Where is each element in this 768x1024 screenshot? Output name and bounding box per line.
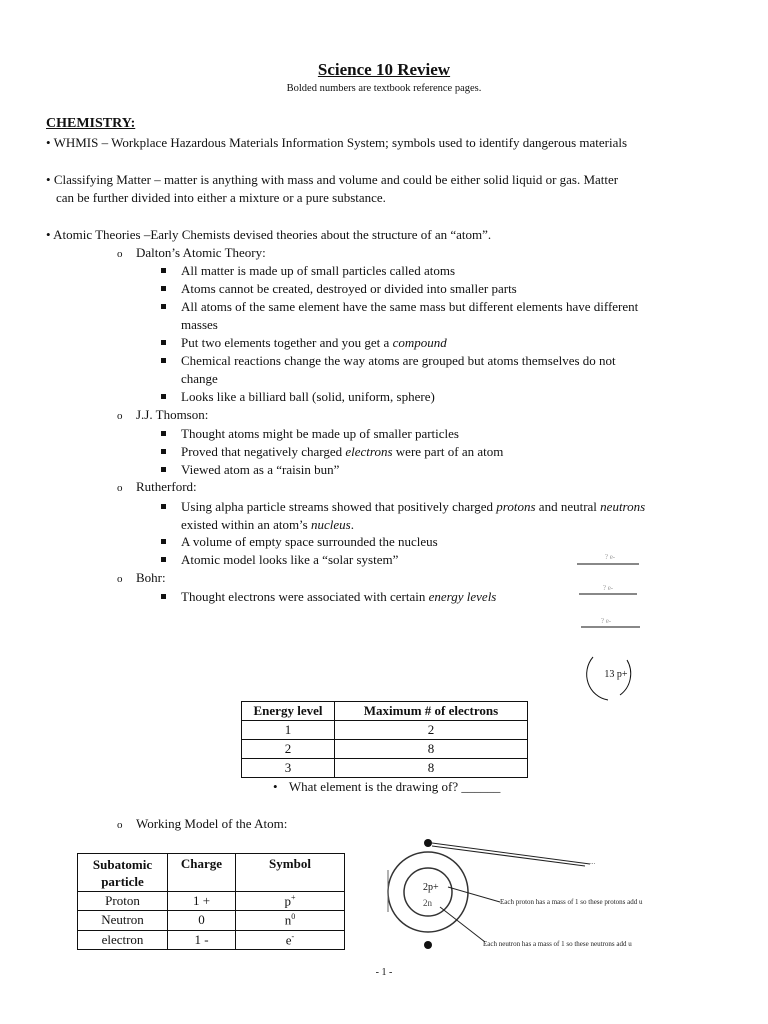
bullet-dot: • <box>273 779 278 794</box>
table-header-cell: Symbol <box>236 854 345 892</box>
term-energy-levels: energy levels <box>428 589 497 604</box>
subsection-rutherford <box>117 478 517 496</box>
term-neutrons: neutrons <box>600 499 646 514</box>
thomson-heading: J.J. Thomson: <box>136 407 209 422</box>
term-electrons: electrons <box>345 444 393 459</box>
pointer-line <box>432 843 590 864</box>
bullet-atomic-theories <box>46 226 491 244</box>
question-text: What element is the drawing of? ______ <box>288 779 501 794</box>
table-row <box>242 759 528 778</box>
bullet-classifying-line2: can be further divided into either a mixture or a pure substance. <box>56 190 386 205</box>
table-header-row <box>78 854 345 892</box>
bullet-whmis <box>46 134 627 152</box>
square-bullet <box>161 268 166 273</box>
bullet-classifying <box>46 171 618 189</box>
square-bullet <box>161 539 166 544</box>
table-cell: 1 - <box>168 930 236 949</box>
list-item-continuation: existed within an atom’s nucleus. <box>181 517 354 532</box>
table-cell: 8 <box>335 740 528 759</box>
bullet-dot: • <box>46 227 51 242</box>
table-header-cell: Maximum # of electrons <box>335 702 528 721</box>
dalton-heading: Dalton’s Atomic Theory: <box>136 245 266 260</box>
faint-label: ? e- <box>600 617 612 625</box>
table-cell: Proton <box>78 892 168 911</box>
table-row <box>78 930 345 949</box>
section-heading-chemistry: CHEMISTRY: <box>46 116 136 131</box>
term-compound: compound <box>392 335 447 350</box>
circle-bullet: o <box>117 573 123 585</box>
table-row <box>78 911 345 930</box>
page-subtitle: Bolded numbers are textbook reference pages. <box>286 83 482 94</box>
square-bullet <box>161 467 166 472</box>
subsection-dalton <box>117 244 517 262</box>
rutherford-heading: Rutherford: <box>136 479 197 494</box>
nucleus-proton-label: 2p+ <box>423 882 439 893</box>
table-row <box>78 892 345 911</box>
faint-label: ? e- <box>604 553 616 561</box>
table-row <box>242 740 528 759</box>
bullet-dot: • <box>46 172 51 187</box>
square-bullet <box>161 431 166 436</box>
table-cell: electron <box>78 930 168 949</box>
subsection-bohr <box>117 569 517 587</box>
document-page: Science 10 Review Bolded numbers are textbook reference pages. CHEMISTRY: • WHMIS – Workplace Hazardous Materials Information System; symbols used to identify dangerous materials • Classifying Matter – matter is anything with mass and volume and could be either solid liquid or gas. Matter can be further divided into either a mixture or a pure substance. • Atomic Theories –Early Chemists devised theories about the structure of an “atom”. o Dalton’s Atomic Theory: All matter is made up of small particles called atoms Atoms cannot be created, destroyed or divided into smaller parts All atoms of the same element have the same mass but different elements have different masses Put two elements together and you get a compound Chemical reactions change the way atoms are grouped but atoms themselves do not change Looks like a billiard ball (solid, uniform, sphere) o J.J. Thomson: Thought atoms might be made up of smaller particles Proved that negatively charged electrons were part of an atom Viewed atom as a “raisin bun” o Rutherford: Using alpha particle streams showed that positively charged protons and neutral neutrons existed within an atom’s nucleus. A volume of empty space surrounded the nucleus Atomic model looks like a “solar system” o Bohr: Thought electrons were associated with certain energy levels ? e- ? e- ? e- 13 p+ Energy level Maximum # of electrons 1 2 2 8 3 8 • What element is the drawing of? ______ o Working Model of the Atom: Subatomic particle Charge Symbol Proton 1 + p+ Neutron 0 $n^0$ electron 1 - e- 2p+ 2n ... Each proton has a mass of 1 so these protons add u Each neutron has a mass of 1 so these neutrons add u - 1 - <box>0 0 768 1024</box>
square-bullet <box>161 594 166 599</box>
square-bullet <box>161 504 166 509</box>
bullet-whmis-text: WHMIS – Workplace Hazardous Materials Information System; symbols used to identify dangerous materials <box>53 135 628 150</box>
faint-label: ? e- <box>602 584 614 592</box>
bohr-heading: Bohr: <box>136 570 166 585</box>
square-bullet <box>161 449 166 454</box>
table-cell: 2 <box>242 740 335 759</box>
circle-bullet: o <box>117 248 123 260</box>
table-header-row <box>242 702 528 721</box>
term-nucleus: nucleus <box>310 517 351 532</box>
table-cell: 1 + <box>168 892 236 911</box>
table-cell: 8 <box>335 759 528 778</box>
circle-bullet: o <box>117 410 123 422</box>
square-bullet <box>161 358 166 363</box>
bullet-atomic-text: Atomic Theories –Early Chemists devised theories about the structure of an “atom”. <box>53 227 492 242</box>
table-header-cell: Charge <box>168 854 236 892</box>
atom-model-diagram <box>380 830 690 960</box>
table-cell: 0 <box>168 911 236 930</box>
table-cell: 2 <box>335 721 528 740</box>
table-header-cell: Energy level <box>242 702 335 721</box>
square-bullet <box>161 304 166 309</box>
neutron-note: Each neutron has a mass of 1 so these neutrons add u <box>483 940 632 948</box>
list-item-continuation: masses <box>181 317 218 332</box>
proton-note: Each proton has a mass of 1 so these protons add u <box>500 898 643 906</box>
square-bullet <box>161 286 166 291</box>
table-cell: $n^0$ <box>236 911 345 930</box>
nucleus-neutron-label: 2n <box>423 898 432 908</box>
working-model-heading: Working Model of the Atom: <box>136 816 288 831</box>
term-protons: protons <box>496 499 536 514</box>
table-cell: 3 <box>242 759 335 778</box>
page-title: Science 10 Review <box>317 60 451 79</box>
circle-bullet: o <box>117 819 123 831</box>
question-element <box>273 778 500 796</box>
pointer-line <box>448 887 500 902</box>
page-number: - 1 - <box>375 967 393 978</box>
square-bullet <box>161 394 166 399</box>
square-bullet <box>161 340 166 345</box>
table-header-cell: Subatomic particle <box>78 854 168 892</box>
list-item-continuation: change <box>181 371 218 386</box>
bullet-dot: • <box>46 135 51 150</box>
energy-level-table <box>241 701 528 778</box>
electron-dot-top <box>424 839 432 847</box>
table-cell: p+ <box>236 892 345 911</box>
subsection-thomson <box>117 406 517 424</box>
square-bullet <box>161 557 166 562</box>
subatomic-particle-table <box>77 853 345 950</box>
nucleus-label: 13 p+ <box>604 669 628 680</box>
table-row <box>242 721 528 740</box>
electron-note: ... <box>590 858 596 866</box>
table-cell: e- <box>236 930 345 949</box>
electron-dot-bottom <box>424 941 432 949</box>
table-cell: Neutron <box>78 911 168 930</box>
circle-bullet: o <box>117 482 123 494</box>
table-cell: 1 <box>242 721 335 740</box>
bohr-diagram <box>560 545 660 705</box>
bullet-classifying-line1: Classifying Matter – matter is anything with mass and volume and could be either solid liquid or gas. Matter <box>53 172 619 187</box>
